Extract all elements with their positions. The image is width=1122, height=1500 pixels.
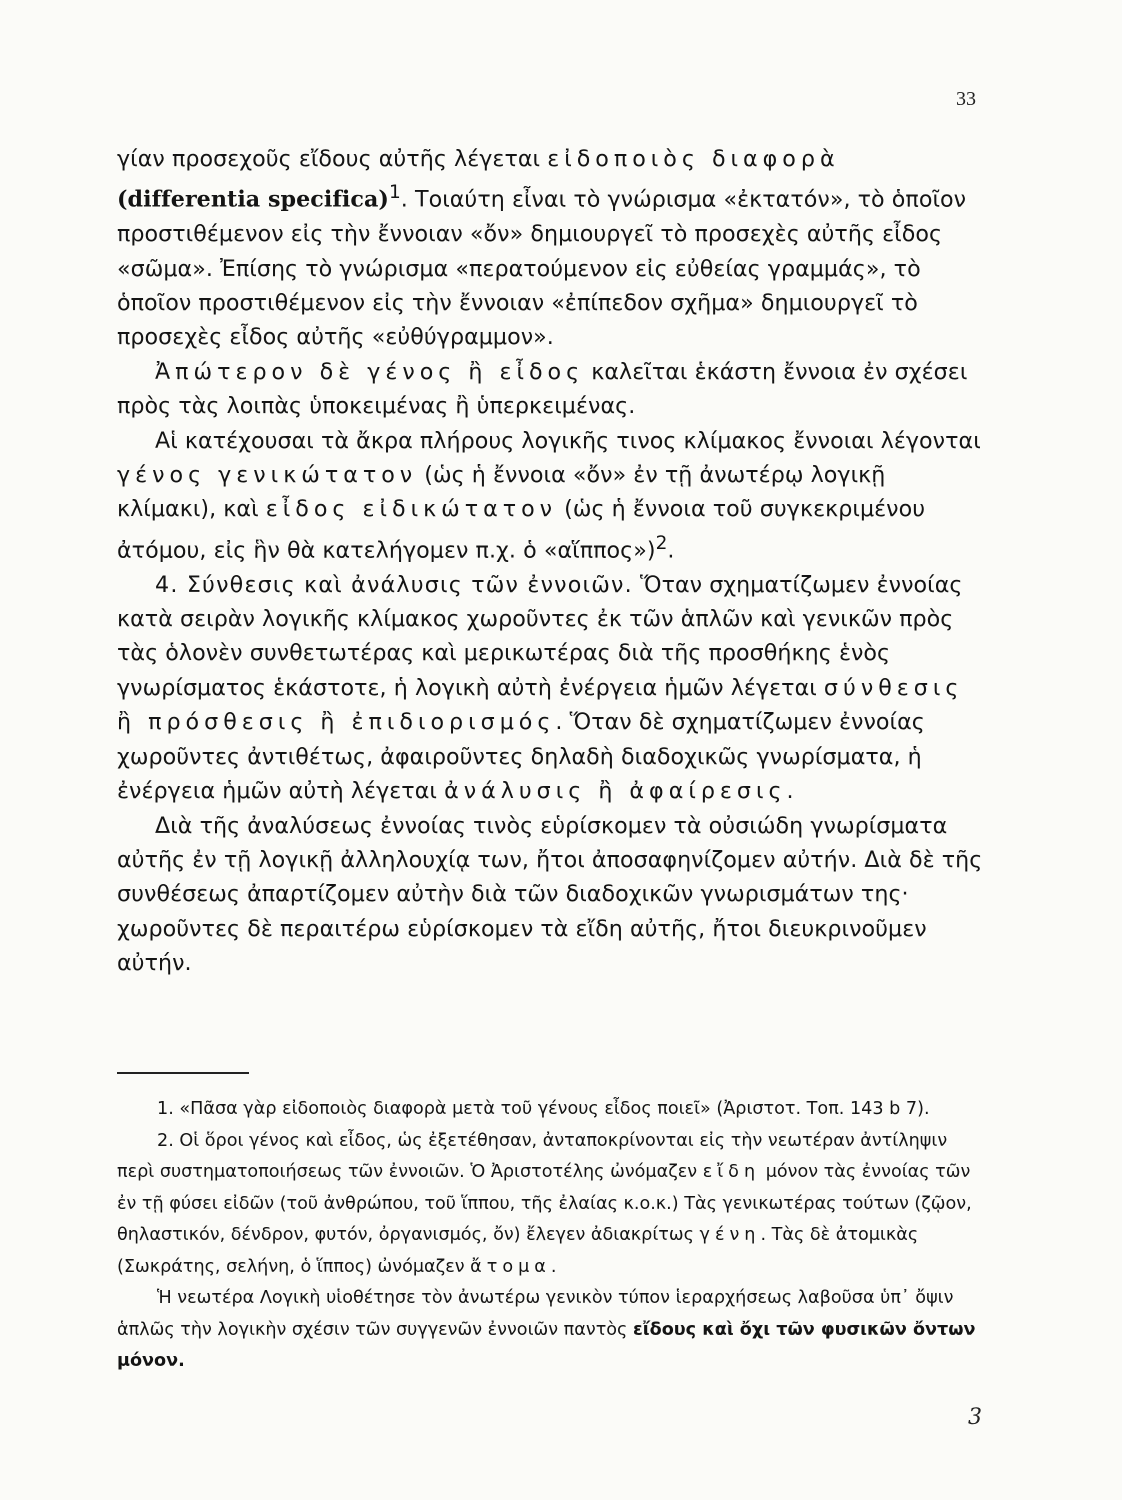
footnote-ref-1[interactable]: 1 [388,182,401,204]
footnote-3 [117,1283,983,1378]
term-apoteron-genos: Ἀπώτερον δὲ γένος ἢ εἶδος [155,358,585,385]
text-span: γίαν προσεχοῦς εἴδους αὐτῆς λέγεται [117,146,548,172]
text-span: . [667,537,675,564]
paragraph-3 [117,424,983,568]
term-atoma: ἄτομα [470,1256,551,1277]
term-eidopoios-diafora: εἰδοποιὸς διαφορὰ [547,146,840,172]
footnote-2 [117,1126,983,1284]
text-span: Ὅταν σχηματίζωμεν ἐννοίας κατὰ σειρὰν λογικῆς κλίμακος χωροῦντες ἐκ τῶν ἁπλῶν καὶ γενικῶν πρὸς τὰς ὁλονὲν συνθετωτέρας καὶ μερικωτέρας διὰ τῆς προσθήκης ἑνὸς γνωρίσματος ἑκάστοτε, ἡ λογικὴ αὐτὴ ἐνέργεια ἡμῶν λέγεται [117,571,963,701]
text-span: . Τοιαύτη εἶναι τὸ γνώρισμα «ἐκτατόν», τὸ ὁποῖον προστιθέμενον εἰς τὴν ἔννοιαν «ὄν» δημιουργεῖ τὸ προσεχὲς αὐτῆς εἶδος «σῶμα». Ἐπίσης τὸ γνώρισμα «περατούμενον εἰς εὐθείας γραμμάς», τὸ ὁποῖον προστιθέμενον εἰς τὴν ἔννοιαν «ἐπίπεδον σχῆμα» δημιουργεῖ τὸ προσεχὲς εἶδος αὐτῆς «εὐθύγραμμον». [117,186,967,351]
term-gene: γένη [699,1225,761,1245]
paragraph-4 [117,568,983,809]
text-span: . Ὅταν δὲ σχηματίζωμεν ἐννοίας χωροῦντες ἀντιθέτως, ἀφαιροῦντες δηλαδὴ διαδοχικῶς γνωρίσματα, ἡ ἐνέργεια ἡμῶν αὐτὴ λέγεται [117,709,925,805]
text-span: . [786,778,794,805]
main-text [117,142,983,981]
term-eide: εἴδη [702,1162,761,1182]
paragraph-5: Διὰ τῆς ἀναλύσεως ἐννοίας τινὸς εὑρίσκομεν τὰ οὐσιώδη γνωρίσματα αὐτῆς ἐν τῇ λογικῇ ἀλληλουχίᾳ των, ἤτοι ἀποσαφηνίζομεν αὐτήν. Διὰ δὲ τῆς συνθέσεως ἀπαρτίζομεν αὐτὴν διὰ τῶν διαδοχικῶν γνωρισμάτων της· χωροῦντες δὲ περαιτέρω εὑρίσκομεν τὰ εἴδη αὐτῆς, ἤτοι διευκρινοῦμεν αὐτήν. [117,812,983,977]
text-span: μόνον τὰς ἐννοίας τῶν ἐν τῇ φύσει εἰδῶν (τοῦ ἀνθρώπου, τοῦ ἵππου, τῆς ἐλαίας κ.ο.κ.) Τὰς γενικωτέρας τούτων (ζῷον, θηλαστικόν, δένδρον, φυτόν, ὀργανισμός, ὄν) ἔλεγεν ἀδιακρίτως [117,1162,972,1245]
footnote-divider [117,1072,249,1074]
term-analysis: ἀνάλυσις ἢ ἀφαίρεσις [444,778,787,805]
term-genos-genikotaton: γένος γενικώτατον [117,462,418,489]
page-number: 33 [956,88,976,110]
text-span: (ὡς ἡ ἔννοια τοῦ συγκεκριμένου ἀτόμου, εἰς ἣν θὰ κατελήγομεν π.χ. ὁ «αἵππος») [117,496,926,564]
text-span: . [550,1256,557,1277]
text-span: 2. Οἱ ὅροι γένος καὶ εἶδος, ὡς ἐξετέθησαν, ἀνταποκρίνονται εἰς τὴν νεωτέραν ἀντίληψιν περὶ συστηματοποιήσεως τῶν ἐννοιῶν. Ὁ Ἀριστοτέλης ὠνόμαζεν [117,1130,948,1182]
text-span: (ὡς ἡ ἔννοια «ὄν» ἐν τῇ ἀνωτέρῳ λογικῇ κλίμακι), καὶ [117,462,886,523]
section-heading: 4. Σύνθεσις καὶ ἀνάλυσις τῶν ἐννοιῶν. [155,571,633,598]
signature-mark: 3 [968,1405,982,1430]
paragraph-1 [117,142,983,355]
footnote-1: 1. «Πᾶσα γὰρ εἰδοποιὸς διαφορὰ μετὰ τοῦ γένους εἶδος ποιεῖ» (Ἀριστοτ. Τοπ. 143 b 7). [157,1099,930,1119]
text-span: καλεῖται ἑκάστη ἔννοια ἐν σχέσει πρὸς τὰς λοιπὰς ὑποκειμένας ἢ ὑπερκειμένας. [117,358,968,420]
footnotes [117,1094,983,1378]
bold-phrase: εἴδους καὶ ὄχι τῶν φυσικῶν ὄντων μόνον. [117,1319,976,1371]
latin-term: (differentia specifica) [117,186,389,213]
paragraph-2 [117,355,983,424]
term-synthesis: σύνθεσις ἢ πρόσθεσις ἢ ἐπιδιορισμός [117,674,964,736]
text-span: Αἱ κατέχουσαι τὰ ἄκρα πλήρους λογικῆς τινος κλίμακος ἔννοιαι λέγονται [155,427,981,454]
term-eidos-eidikotaton: εἶδος εἰδικώτατον [265,496,558,523]
footnote-ref-2[interactable]: 2 [655,532,668,554]
text-span: Ἡ νεωτέρα Λογικὴ υἱοθέτησε τὸν ἀνωτέρω γενικὸν τύπον ἱεραρχήσεως λαβοῦσα ὑπ᾽ ὄψιν ἁπλῶς τὴν λογικὴν σχέσιν τῶν συγγενῶν ἐννοιῶν παντὸς [117,1288,954,1340]
text-span: . Τὰς δὲ ἀτομικὰς (Σωκράτης, σελήνη, ὁ ἵππος) ὠνόμαζεν [117,1225,919,1277]
